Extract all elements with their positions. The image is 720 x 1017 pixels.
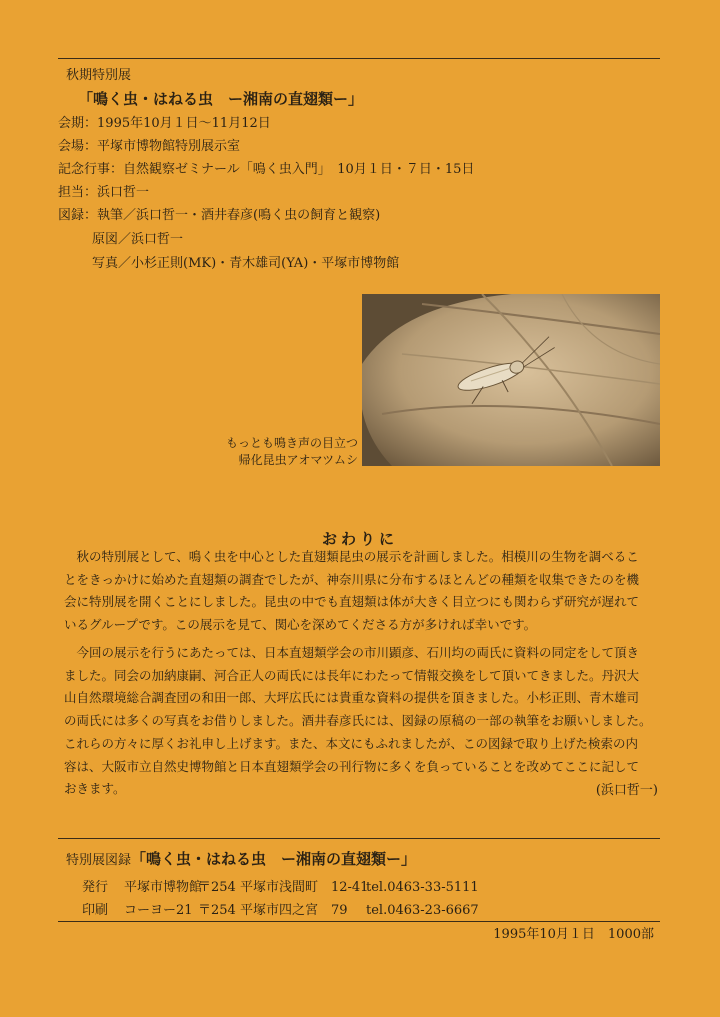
publisher-name: 平塚市博物館 bbox=[124, 880, 203, 895]
top-rule bbox=[58, 58, 660, 59]
text-line: の両氏には多くの写真をお借りしました。酒井春彦氏には、図録の原稿の一部の執筆をお願いしました。 bbox=[64, 713, 652, 729]
event-value: 自然観察ゼミナール「鳴く虫入門」 10月１日・７日・15日 bbox=[123, 162, 475, 177]
venue-row: 会場：平塚市博物館特別展示室 bbox=[58, 139, 241, 154]
venue-value: 平塚市博物館特別展示室 bbox=[97, 139, 241, 154]
closing-paragraph-1 bbox=[64, 546, 660, 637]
staff-label: 担当 bbox=[58, 185, 85, 200]
event-row: 記念行事：自然観察ゼミナール「鳴く虫入門」 10月１日・７日・15日 bbox=[58, 162, 475, 177]
printer-name: コーヨー21 bbox=[124, 903, 193, 918]
text-line: 会に特別展を開くことにしました。昆虫の中でも直翅類は体が大きく目立つにも関わらず研究が遅れて bbox=[64, 594, 640, 610]
period-value: 1995年10月１日～11月12日 bbox=[97, 116, 271, 131]
issue-info: 1995年10月１日 1000部 bbox=[493, 927, 654, 942]
period-row: 会期：1995年10月１日～11月12日 bbox=[58, 116, 271, 131]
text-line: これらの方々に厚くお礼申し上げます。また、本文にもふれましたが、この図録で取り上げた検索の内 bbox=[64, 735, 639, 751]
text-line: 山自然環境総合調査団の和田一郎、大坪広氏には貴重な資料の提供を頂きました。小杉正則、青木雄司 bbox=[64, 690, 640, 706]
exhibition-label: 秋期特別展 bbox=[66, 68, 132, 83]
catalog-line: 原図／浜口哲一 bbox=[92, 232, 184, 247]
text-line: 容は、大阪市立自然史博物館と日本直翅類学会の刊行物に多くを負っていることを改めてここに記して bbox=[64, 758, 640, 774]
text-line: おきます。 bbox=[64, 781, 126, 797]
colophon-catalog-label: 特別展図録 bbox=[66, 853, 132, 868]
catalog-line: 執筆／浜口哲一・酒井春彦(鳴く虫の飼育と観察) bbox=[97, 208, 381, 223]
colophon-bottom-rule bbox=[58, 921, 660, 922]
exhibition-title: 「鳴く虫・はねる虫 ー湘南の直翅類ー」 bbox=[78, 90, 364, 108]
catalog-label: 図録 bbox=[58, 208, 85, 223]
closing-title: おわりに bbox=[321, 530, 398, 548]
publisher-label: 発行 bbox=[82, 880, 109, 895]
text-line: 秋の特別展として、鳴く虫を中心とした直翅類昆虫の展示を計画しました。相模川の生物を調べるこ bbox=[76, 549, 639, 564]
event-label: 記念行事 bbox=[58, 162, 111, 177]
caption-line: 帰化昆虫アオマツムシ bbox=[238, 453, 358, 467]
period-label: 会期 bbox=[58, 116, 85, 131]
text-line: いるグループです。この展示を見て、関心を深めてくださる方が多ければ幸いです。 bbox=[64, 617, 537, 633]
printer-tel: tel.0463-23-6667 bbox=[366, 903, 479, 918]
catalog-line: 写真／小杉正則(MK)・青木雄司(YA)・平塚市博物館 bbox=[92, 256, 400, 271]
text-line: 今回の展示を行うにあたっては、日本直翅類学会の市川顕彦、石川均の両氏に資料の同定をして頂き bbox=[76, 645, 640, 660]
catalog-row: 図録：執筆／浜口哲一・酒井春彦(鳴く虫の飼育と観察) bbox=[58, 208, 381, 223]
insect-photo bbox=[362, 294, 660, 466]
leaf-insect-picture bbox=[362, 294, 660, 466]
colophon-title-row bbox=[66, 851, 416, 869]
text-line: とをきっかけに始めた直翅類の調査でしたが、神奈川県に分布するほとんどの種類を収集できたのを機 bbox=[64, 571, 640, 587]
closing-signature: (浜口哲一) bbox=[595, 783, 658, 798]
publisher-tel: tel.0463-33-5111 bbox=[366, 880, 479, 895]
staff-value: 浜口哲一 bbox=[97, 185, 150, 200]
closing-paragraph-2 bbox=[64, 642, 660, 801]
photo-caption bbox=[218, 435, 358, 469]
caption-line: もっとも鳴き声の目立つ bbox=[225, 436, 358, 450]
venue-label: 会場 bbox=[58, 139, 85, 154]
colophon-catalog-title: 「鳴く虫・はねる虫 ー湘南の直翅類ー」 bbox=[131, 850, 417, 868]
colophon-top-rule bbox=[58, 838, 660, 839]
printer-label: 印刷 bbox=[82, 903, 109, 918]
staff-row: 担当：浜口哲一 bbox=[58, 185, 150, 200]
text-line: ました。同会の加納康嗣、河合正人の両氏には長年にわたって情報交換をして頂いてきました。丹沢大 bbox=[64, 667, 640, 683]
printer-address: 〒254 平塚市四之宮 79 bbox=[198, 903, 348, 918]
publisher-address: 〒254 平塚市浅間町 12-41 bbox=[198, 880, 369, 895]
